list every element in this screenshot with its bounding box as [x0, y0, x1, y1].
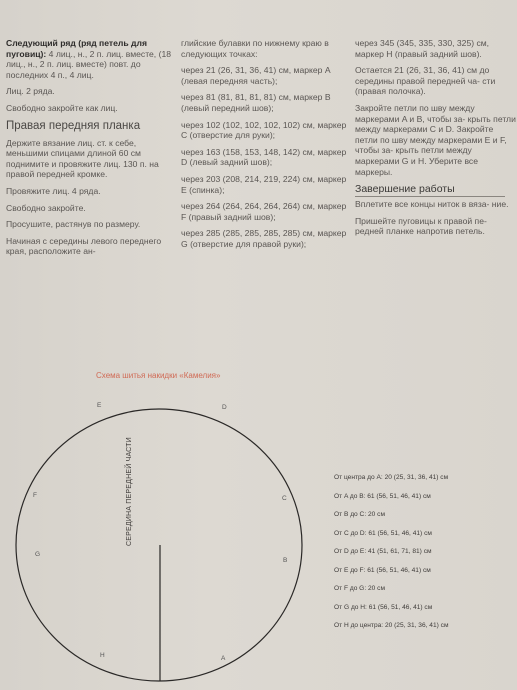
paragraph: через 203 (208, 214, 219, 224) см, маркер E (спинка); [181, 173, 347, 195]
section-heading: Правая передняя планка [6, 119, 141, 132]
legend-item: От центра до A: 20 (25, 31, 36, 41) см [334, 474, 449, 481]
point-label-g: G [35, 551, 41, 558]
paragraph: Остается 21 (26, 31, 36, 41) см до середины правой передней ча- сти (правая полочка). [355, 65, 496, 97]
legend-item: От A до B: 61 (56, 51, 46, 41) см [334, 492, 431, 500]
measurement-legend [334, 474, 449, 641]
paragraph: Закройте петли по шву между маркерами A и B, чтобы за- крыть петли между маркерами C и D. Закройте петли по шву между маркерами E и F, чтобы за- крыть петли между маркерами G и H. Уберите все маркеры. [355, 102, 516, 177]
point-label-a: A [221, 655, 226, 662]
paragraph: через 285 (285, 285, 285, 285) см, маркер G (отверстие для правой руки); [181, 228, 347, 249]
point-label-h: H [100, 652, 105, 659]
legend-item: От B до C: 20 см [334, 511, 385, 518]
point-label-d: D [222, 404, 227, 411]
point-label-b: B [283, 557, 288, 564]
paragraph: через 102 (102, 102, 102, 102) см, маркер C (отверстие для руки); [181, 119, 347, 141]
paragraph: Свободно закройте как лиц. [6, 102, 118, 113]
legend-item: От G до H: 61 (56, 51, 46, 41) см [334, 603, 433, 611]
paragraph: Провяжите лиц. 4 ряда. [6, 185, 101, 196]
paragraph: через 345 (345, 335, 330, 325) см, маркер H (правый задний шов). [355, 38, 490, 59]
paragraph: Просушите, растянув по размеру. [6, 219, 141, 230]
paragraph: через 21 (26, 31, 36, 41) см, маркер A (левая передняя часть); [181, 65, 331, 86]
paragraph: глийские булавки по нижнему краю в следующих точках: [181, 38, 329, 59]
bold-heading: Следующий ряд (ряд петель для пуговиц): [6, 38, 147, 59]
point-label-e: E [97, 402, 102, 409]
paragraph: Свободно закройте. [6, 202, 86, 213]
paragraph: через 81 (81, 81, 81, 81) см, маркер B (левый передний шов); [181, 92, 331, 113]
legend-item: От C до D: 61 (56, 51, 46, 41) см [334, 529, 432, 537]
paragraph: Держите вязание лиц. ст. к себе, меньшими спицами длиной 60 см поднимите и провяжите лиц. 130 п. на правой передней кромке. [6, 137, 159, 180]
paragraph: Лиц. 2 ряда. [6, 86, 55, 97]
legend-item: От D до E: 41 (51, 61, 71, 81) см [334, 548, 432, 555]
paragraph: Вплетите все концы ниток в вяза- ние. [355, 199, 509, 210]
legend-item: От F до G: 20 см [334, 585, 385, 592]
legend-item: От H до центра: 20 (25, 31, 36, 41) см [334, 622, 449, 629]
cape-outline [16, 409, 302, 681]
center-front-label: СЕРЕДИНА ПЕРЕДНЕЙ ЧАСТИ [126, 437, 133, 546]
point-label-f: F [33, 492, 37, 499]
section-heading: Завершение работы [355, 183, 505, 197]
paragraph: через 264 (264, 264, 264, 264) см, маркер F (правый задний шов); [181, 201, 347, 222]
diagram-title: Схема шитья накидки «Камелия» [96, 371, 221, 380]
legend-item: От E до F: 61 (56, 51, 46, 41) см [334, 566, 431, 574]
point-label-c: C [282, 495, 287, 502]
paragraph: Пришейте пуговицы к правой пе- редней планке напротив петель. [355, 215, 487, 237]
paragraph: Начиная с середины левого переднего края, расположите ан- [6, 235, 162, 257]
paragraph-text: 4 лиц., н., 2 п. лиц. вместе, (18 лиц., н., 2 п. лиц. вместе) повт. до последних 4 п., 4 лиц. [6, 48, 172, 80]
paragraph: через 163 (158, 153, 148, 142) см, маркер D (левый задний шов); [181, 146, 347, 168]
